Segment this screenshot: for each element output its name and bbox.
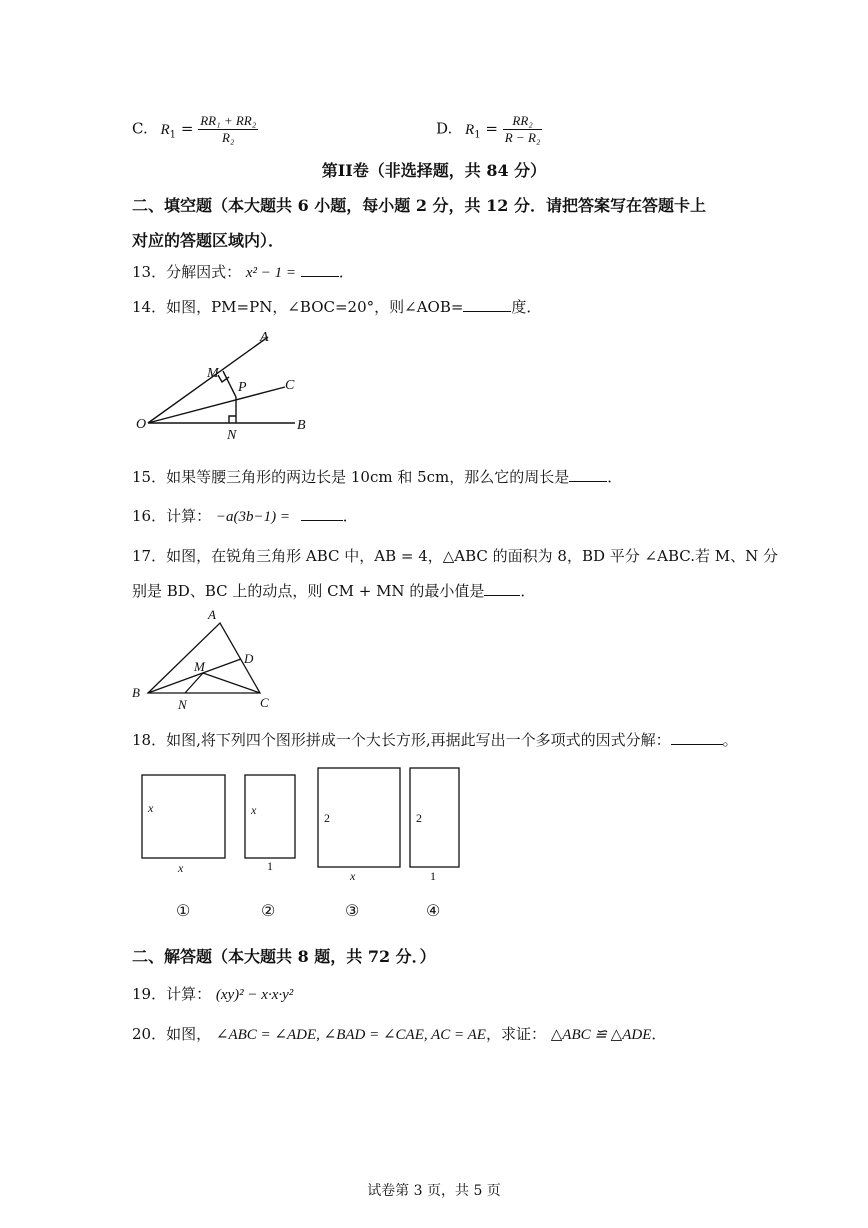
- label-C: C: [260, 695, 269, 710]
- question-14: [132, 296, 541, 317]
- shape-4-side-label: 2: [416, 811, 422, 825]
- q13-suffix: ．: [338, 263, 354, 281]
- figure-14-angle-bisector: [130, 325, 330, 445]
- option-c-fraction: [198, 113, 258, 146]
- q16-text: 16．计算：: [132, 507, 212, 525]
- q20-goal: △ABC ≌ △ADE: [550, 1027, 652, 1043]
- option-d-label: D.: [436, 119, 453, 138]
- q15-text: 15．如果等腰三角形的两边长是 10cm 和 5cm，那么它的周长是: [132, 468, 570, 486]
- option-d-lhs: R: [465, 121, 475, 138]
- q18-text: 18．如图,将下列四个图形拼成一个大长方形,再据此写出一个多项式的因式分解：: [132, 731, 671, 749]
- q19-text: 19．计算：: [132, 985, 212, 1003]
- right-angle-mark-N: [229, 416, 236, 423]
- segment-CM: [203, 673, 260, 693]
- q19-expression: (xy)² − x·x·y²: [215, 987, 294, 1003]
- option-d-fraction: [503, 113, 543, 146]
- question-17-line1: 17．如图，在锐角三角形 ABC 中，AB = 4，△ABC 的面积为 8，BD 平分 ∠ABC.若 M、N 分: [132, 547, 778, 565]
- q16-expression: −a(3b−1) =: [215, 509, 290, 525]
- option-d-denominator: R − R₂: [504, 130, 541, 145]
- shape-3-bottom-label: x: [350, 869, 356, 883]
- q20-prove-text: ，求证：: [485, 1025, 546, 1043]
- q20-suffix: ．: [651, 1025, 667, 1043]
- option-d-numerator: RR₂: [503, 113, 543, 130]
- segment-PM: [223, 371, 236, 397]
- page-footer: 试卷第 3 页，共 5 页: [367, 1183, 501, 1199]
- option-c-eq: =: [180, 119, 194, 138]
- option-d-lhs-sub: 1: [474, 129, 481, 141]
- q16-suffix: ．: [342, 507, 358, 525]
- label-A: A: [208, 607, 216, 622]
- shape-1-bottom-label: x: [178, 861, 184, 875]
- question-20: [132, 1023, 666, 1044]
- q20-text: 20．如图，: [132, 1025, 212, 1043]
- shape-1-side-label: x: [148, 801, 154, 815]
- q13-answer-blank[interactable]: [301, 276, 339, 277]
- question-15: [132, 466, 622, 487]
- q14-suffix: 度．: [511, 298, 542, 316]
- q15-answer-blank[interactable]: [569, 481, 607, 482]
- label-M: M: [194, 659, 205, 674]
- q13-text: 13．分解因式：: [132, 263, 242, 281]
- label-N: N: [178, 697, 187, 712]
- question-19: [132, 983, 293, 1004]
- option-c-denominator: R₂: [221, 130, 235, 145]
- q14-text: 14．如图，PM=PN，∠BOC=20°，则∠AOB=: [132, 298, 464, 316]
- label-O: O: [136, 417, 147, 432]
- shape-3-side-label: 2: [324, 811, 330, 825]
- option-c-lhs-sub: 1: [169, 129, 177, 141]
- q15-suffix: ．: [607, 468, 623, 486]
- q13-expression: x² − 1 =: [245, 265, 297, 281]
- q18-answer-blank[interactable]: [671, 744, 723, 745]
- shape-3-number: ③: [345, 903, 360, 920]
- shape-1-rect: [142, 775, 225, 858]
- q17-suffix: ．: [520, 582, 536, 600]
- option-c: [132, 113, 258, 146]
- shape-4-number: ④: [426, 903, 441, 920]
- solve-header: 二、解答题（本大题共 8 题，共 72 分．）: [132, 947, 436, 966]
- question-18: [132, 729, 738, 750]
- label-B: B: [297, 418, 306, 433]
- q16-answer-blank[interactable]: [301, 520, 343, 521]
- option-d-eq: =: [485, 119, 498, 138]
- label-M: M: [207, 366, 219, 381]
- question-17-line2: [132, 580, 535, 601]
- shape-2-side-label: x: [251, 803, 257, 817]
- label-C: C: [285, 378, 295, 393]
- label-D: D: [244, 651, 254, 666]
- option-d: [436, 113, 542, 146]
- option-c-label: C.: [132, 119, 148, 138]
- shape-3-rect: [318, 768, 400, 867]
- option-c-numerator: RR₁ + RR₂: [200, 113, 257, 128]
- figure-17-triangle: [128, 605, 288, 715]
- question-16: [132, 505, 358, 526]
- fill-in-header-line2: 对应的答题区域内）．: [132, 231, 285, 250]
- figure-18-rectangles: [130, 760, 490, 925]
- label-B: B: [132, 685, 140, 700]
- q17-answer-blank[interactable]: [484, 595, 520, 596]
- section-title: 第II卷（非选择题，共 84 分）: [321, 161, 547, 180]
- shape-2-bottom-label: 1: [267, 859, 273, 873]
- q17-text: 别是 BD、BC 上的动点，则 CM + MN 的最小值是: [132, 582, 485, 600]
- label-N: N: [227, 428, 237, 443]
- option-c-lhs: R: [160, 121, 170, 138]
- shape-1-number: ①: [176, 903, 191, 920]
- label-P: P: [238, 380, 247, 395]
- ray-OC: [148, 387, 285, 423]
- shape-2-number: ②: [261, 903, 276, 920]
- q14-answer-blank[interactable]: [463, 311, 511, 312]
- fill-in-header-line1: 二、填空题（本大题共 6 小题，每小题 2 分，共 12 分．请把答案写在答题卡上: [132, 196, 706, 215]
- label-A: A: [260, 330, 269, 345]
- question-13: [132, 261, 354, 282]
- shape-4-bottom-label: 1: [430, 869, 436, 883]
- q18-suffix: 。: [722, 731, 738, 749]
- q20-conditions: ∠ABC = ∠ADE, ∠BAD = ∠CAE, AC = AE: [215, 1027, 486, 1043]
